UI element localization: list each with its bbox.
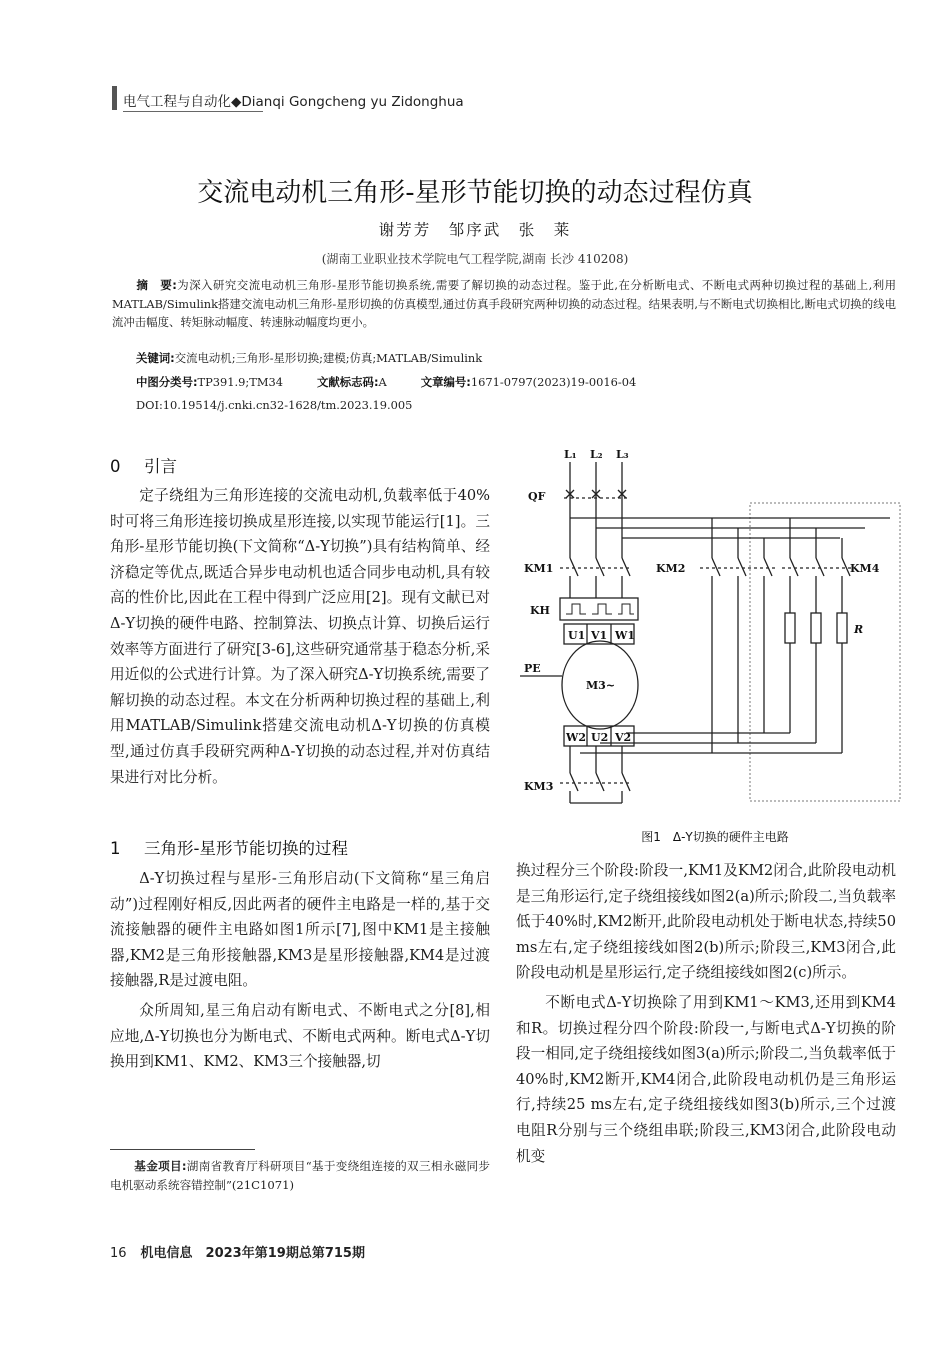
transition-resistors	[785, 613, 847, 753]
km4-contacts	[782, 518, 855, 613]
right-paragraph-1: 换过程分三个阶段:阶段一,KM1及KM2闭合,此阶段电动机是三角形运行,定子绕组接线如图2(a)所示;阶段二,当负载率低于40%时,KM2断开,此阶段电动机处于断电状态,持续50 ms左右,定子绕组接线如图2(b)所示;阶段三,KM3闭合,此阶段电动机是星形运行,定子绕组接线如图2(c)所示。	[516, 862, 896, 982]
intro-text	[110, 483, 490, 790]
doccode-label: 文献标志码:	[316, 375, 379, 389]
label-u2: U2	[591, 731, 609, 744]
page-footer	[110, 1242, 365, 1261]
label-l1: L₁	[564, 448, 577, 461]
section-1-paragraph-1: Δ-Y切换过程与星形-三角形启动(下文简称“星三角启动”)过程刚好相反,因此两者的硬件主电路是一样的,基于交流接触器的硬件主电路如图1所示[7],图中KM1是主接触器,KM2是三角形接触器,KM3是星形接触器,KM4是过渡接触器,R是过渡电阻。	[110, 870, 490, 990]
intro-paragraph: 定子绕组为三角形连接的交流电动机,负载率低于40%时可将三角形连接切换成星形连接,以实现节能运行[1]。三角形-星形节能切换(下文简称“Δ-Y切换”)具有结构简单、经济稳定等优点,既适合异步电动机也适合同步电动机,具有较高的性价比,因此在工程中得到广泛应用[2]。现有文献已对Δ-Y切换的硬件电路、控制算法、切换点计算、切换后运行效率等方面进行了研究[3-6],这些研究通常基于稳态分析,采用近似的公式进行计算。为了深入研究Δ-Y切换系统,需要了解切换的动态过程。本文在分析两种切换过程的基础上,利用MATLAB/Simulink搭建交流电动机Δ-Y切换的仿真模型,通过仿真手段研究两种Δ-Y切换的动态过程,并对仿真结果进行对比分析。	[110, 487, 490, 786]
clc-value: TP391.9;TM34	[197, 375, 283, 389]
doccode-value: A	[378, 375, 387, 389]
header-bar	[112, 86, 117, 110]
label-v2: V2	[615, 731, 632, 744]
journal-issue: 机电信息 2023年第19期总第715期	[140, 1246, 365, 1261]
right-column-text	[516, 858, 896, 1169]
section-1-text	[110, 866, 490, 1075]
label-w1: W1	[615, 629, 636, 642]
label-km3: KM3	[524, 780, 554, 793]
label-w2: W2	[566, 731, 587, 744]
section-0-number: 0	[110, 457, 121, 476]
footnote-rule	[110, 1149, 255, 1150]
abstract	[112, 276, 896, 332]
header-rule	[123, 111, 263, 112]
figure-caption: 图1 Δ-Y切换的硬件主电路	[641, 830, 789, 844]
authors: 谢芳芳 邹序武 张 莱	[378, 221, 572, 239]
classification	[136, 374, 636, 390]
right-paragraph-2: 不断电式Δ-Y切换除了用到KM1～KM3,还用到KM4和R。切换过程分四个阶段:阶段一,与断电式Δ-Y切换的阶段一相同,定子绕组接线如图3(a)所示;阶段二,当负载率低于40%时,KM2断开,KM4闭合,此阶段电动机仍是三角形运行,持续25 ms左右,定子绕组接线如图3(b)所示,三个过渡电阻R分别与三个绕组串联;阶段三,KM3闭合,此阶段电动机变	[516, 993, 896, 1165]
label-l2: L₂	[590, 448, 603, 461]
article-title: 交流电动机三角形-星形节能切换的动态过程仿真	[197, 178, 753, 208]
label-motor: M3~	[586, 679, 616, 692]
articleno-value: 1671-0797(2023)19-0016-04	[470, 375, 637, 389]
label-l3: L₃	[616, 448, 629, 461]
label-qf: QF	[528, 490, 546, 503]
section-0-title: 引言	[144, 457, 177, 476]
section-1-title: 三角形-星形节能切换的过程	[144, 839, 348, 858]
label-km1: KM1	[524, 562, 554, 575]
label-kh: KH	[530, 604, 550, 617]
funding-label: 基金项目:	[134, 1159, 187, 1173]
km1-contacts	[560, 558, 630, 598]
km3-contacts	[560, 746, 630, 803]
label-u1: U1	[568, 629, 586, 642]
label-km2: KM2	[656, 562, 686, 575]
clc-label: 中图分类号:	[136, 375, 198, 389]
affiliation: (湖南工业职业技术学院电气工程学院,湖南 长沙 410208)	[321, 252, 629, 266]
pe-ground-enclosure	[750, 503, 900, 801]
keywords-text: 交流电动机;三角形-星形切换;建模;仿真;MATLAB/Simulink	[174, 351, 483, 365]
articleno-label: 文章编号:	[420, 375, 471, 389]
page-number: 16	[110, 1246, 127, 1261]
km2-contacts	[700, 518, 775, 753]
label-km4: KM4	[850, 562, 880, 575]
qf-breaker-switches	[564, 490, 630, 498]
label-r: R	[854, 623, 864, 636]
section-0-heading	[110, 453, 177, 477]
section-1-heading	[110, 835, 348, 859]
label-pe: PE	[524, 662, 541, 675]
section-1-number: 1	[110, 839, 121, 858]
funding-footnote	[110, 1157, 490, 1195]
keywords	[136, 350, 482, 366]
label-v1: V1	[591, 629, 608, 642]
doi: DOI:10.19514/j.cnki.cn32-1628/tm.2023.19.005	[136, 398, 413, 412]
section-1-paragraph-2: 众所周知,星三角启动有断电式、不断电式之分[8],相应地,Δ-Y切换也分为断电式、不断电式两种。断电式Δ-Y切换用到KM1、KM2、KM3三个接触器,切	[110, 1001, 490, 1071]
abstract-text: 为深入研究交流电动机三角形-星形节能切换系统,需要了解切换的动态过程。鉴于此,在分析断电式、不断电式两种切换过程的基础上,利用MATLAB/Simulink搭建交流电动机三角形-星形切换的仿真模型,通过仿真手段研究两种切换的动态过程。结果表明,与不断电式切换相比,断电式切换的线电流冲击幅度、转矩脉动幅度、转速脉动幅度均更小。	[112, 278, 896, 329]
funding-text: 湖南省教育厅科研项目“基于变绕组连接的双三相永磁同步电机驱动系统容错控制”(21C1071)	[110, 1159, 490, 1192]
keywords-label: 关键词:	[136, 351, 175, 365]
circuit-diagram	[520, 448, 910, 818]
journal-header: 电气工程与自动化◆Dianqi Gongcheng yu Zidonghua	[123, 94, 464, 110]
abstract-label: 摘 要:	[136, 278, 177, 292]
